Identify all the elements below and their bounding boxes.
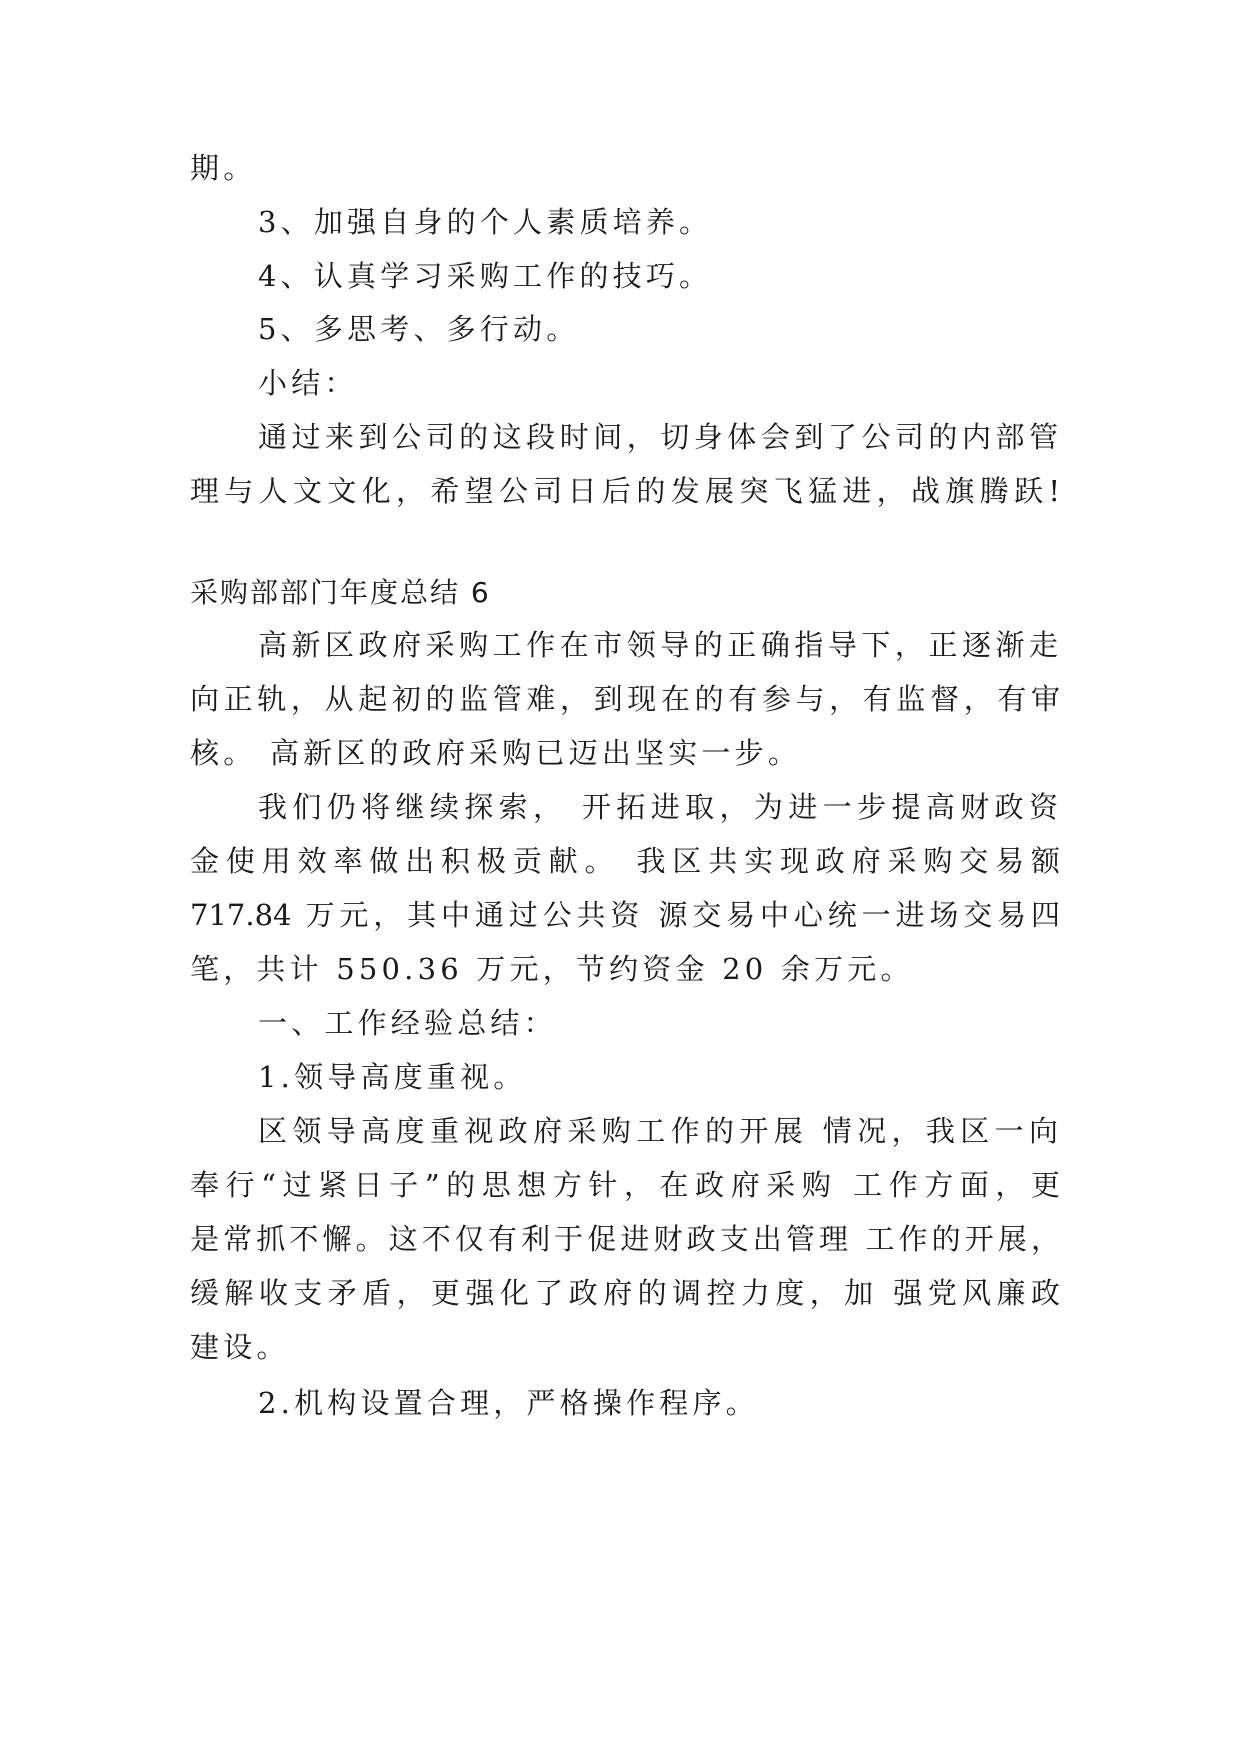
- paragraph-line: 奉行“过紧日子”的思想方针，在政府采购 工作方面，更: [190, 1168, 1060, 1202]
- paragraph-line: 核。 高新区的政府采购已迈出坚实一步。: [190, 736, 802, 770]
- paragraph-line: 是常抓不懈。这不仅有利于促进财政支出管理 工作的开展，: [190, 1222, 1060, 1256]
- section-label: 小结：: [258, 366, 358, 400]
- paragraph-line: 理与人文文化，希望公司日后的发展突飞猛进，战旗腾跃!: [190, 474, 1060, 508]
- paragraph-line: 金使用效率做出积极贡献。 我区共实现政府采购交易额: [190, 844, 1060, 878]
- paragraph-line: 通过来到公司的这段时间，切身体会到了公司的内部管: [258, 420, 1058, 454]
- paragraph-line: 717.84 万元，其中通过公共资 源交易中心统一进场交易四: [190, 898, 1060, 932]
- list-item: 3、加强自身的个人素质培养。: [258, 205, 713, 239]
- paragraph-line: 我们仍将继续探索， 开拓进取，为进一步提高财政资: [258, 790, 1058, 824]
- subheading: 一、工作经验总结：: [258, 1006, 557, 1040]
- paragraph-line: 笔，共计 550.36 万元，节约资金 20 余万元。: [190, 952, 914, 986]
- paragraph-line: 缓解收支矛盾，更强化了政府的调控力度，加 强党风廉政: [190, 1276, 1060, 1310]
- list-item: 4、认真学习采购工作的技巧。: [258, 259, 713, 293]
- paragraph-line: 高新区政府采购工作在市领导的正确指导下，正逐渐走: [258, 628, 1058, 662]
- paragraph-line: 向正轨，从起初的监管难，到现在的有参与，有监督，有审: [190, 682, 1060, 716]
- paragraph-line: 区领导高度重视政府采购工作的开展 情况，我区一向: [258, 1114, 1058, 1148]
- paragraph-line: 建设。: [190, 1330, 290, 1364]
- list-item: 5、多思考、多行动。: [258, 312, 580, 346]
- section-title: 采购部部门年度总结 6: [190, 576, 491, 609]
- paragraph-line: 期。: [190, 151, 257, 185]
- subheading: 1.领导高度重视。: [258, 1060, 527, 1094]
- subheading: 2.机构设置合理，严格操作程序。: [258, 1386, 759, 1420]
